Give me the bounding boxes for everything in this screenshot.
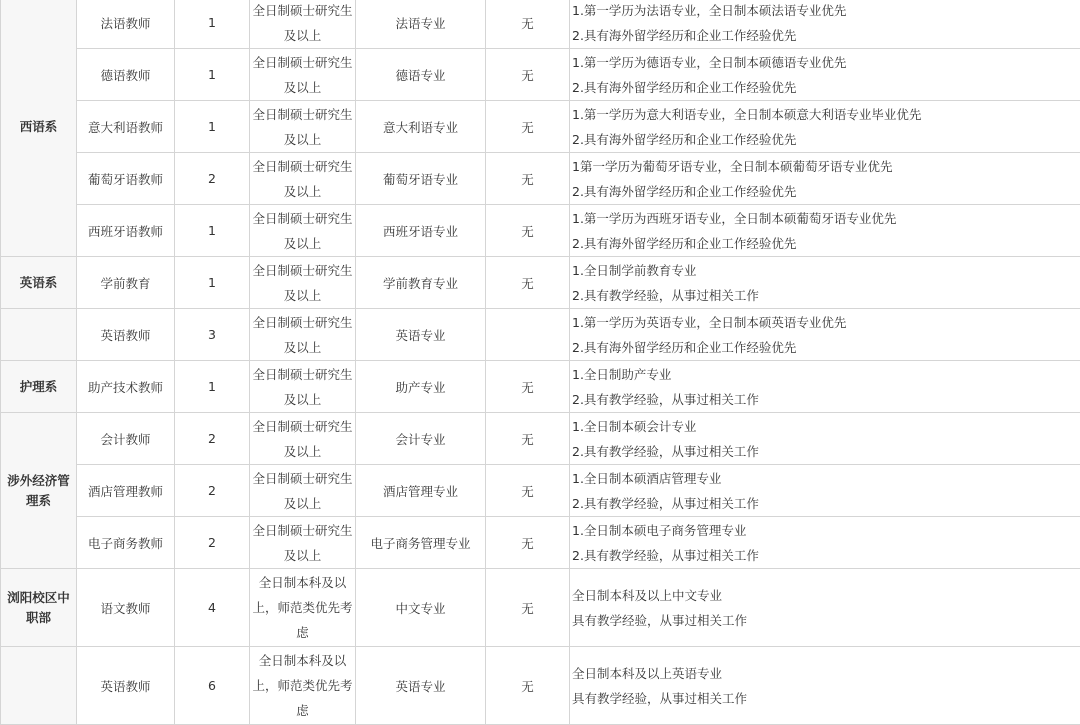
education-cell: 全日制硕士研究生 及以上 xyxy=(250,257,356,309)
requirements-cell: 1.全日制本硕酒店管理专业 2.具有教学经验，从事过相关工作 xyxy=(570,465,1080,517)
position-cell: 语文教师 xyxy=(77,569,175,647)
major-cell: 学前教育专业 xyxy=(356,257,486,309)
table-row xyxy=(1,101,1080,153)
major-cell: 会计专业 xyxy=(356,413,486,465)
position-cell: 法语教师 xyxy=(77,0,175,49)
table-row xyxy=(1,465,1080,517)
table-row xyxy=(1,569,1080,647)
major-cell: 英语专业 xyxy=(356,647,486,725)
table-row xyxy=(1,361,1080,413)
requirements-cell: 1.第一学历为意大利语专业，全日制本硕意大利语专业毕业优先 2.具有海外留学经历和企业工作经验优先 xyxy=(570,101,1080,153)
education-cell: 全日制硕士研究生 及以上 xyxy=(250,361,356,413)
position-cell: 意大利语教师 xyxy=(77,101,175,153)
position-cell: 电子商务教师 xyxy=(77,517,175,569)
position-cell: 葡萄牙语教师 xyxy=(77,153,175,205)
count-cell: 1 xyxy=(175,205,250,257)
count-cell: 1 xyxy=(175,361,250,413)
requirements-cell: 全日制本科及以上英语专业 具有教学经验，从事过相关工作 xyxy=(570,647,1080,725)
table-row xyxy=(1,309,1080,361)
education-cell: 全日制硕士研究生 及以上 xyxy=(250,205,356,257)
dept-cell xyxy=(1,647,77,725)
education-cell: 全日制硕士研究生 及以上 xyxy=(250,413,356,465)
other-cell: 无 xyxy=(486,361,570,413)
education-cell: 全日制硕士研究生 及以上 xyxy=(250,309,356,361)
other-cell: 无 xyxy=(486,517,570,569)
major-cell: 葡萄牙语专业 xyxy=(356,153,486,205)
count-cell: 6 xyxy=(175,647,250,725)
requirements-cell: 1.全日制本硕会计专业 2.具有教学经验，从事过相关工作 xyxy=(570,413,1080,465)
table-row xyxy=(1,647,1080,725)
other-cell: 无 xyxy=(486,413,570,465)
other-cell: 无 xyxy=(486,49,570,101)
major-cell: 英语专业 xyxy=(356,309,486,361)
major-cell: 意大利语专业 xyxy=(356,101,486,153)
table-row xyxy=(1,205,1080,257)
dept-cell: 浏阳校区中职部 xyxy=(1,569,77,647)
education-cell: 全日制本科及以 上，师范类优先考 虑 xyxy=(250,569,356,647)
education-cell: 全日制硕士研究生 及以上 xyxy=(250,49,356,101)
requirements-cell: 1.第一学历为法语专业，全日制本硕法语专业优先 2.具有海外留学经历和企业工作经验优先 xyxy=(570,0,1080,49)
education-cell: 全日制硕士研究生 及以上 xyxy=(250,0,356,49)
major-cell: 法语专业 xyxy=(356,0,486,49)
other-cell: 无 xyxy=(486,101,570,153)
count-cell: 1 xyxy=(175,257,250,309)
education-cell: 全日制硕士研究生 及以上 xyxy=(250,465,356,517)
count-cell: 2 xyxy=(175,153,250,205)
dept-cell: 护理系 xyxy=(1,361,77,413)
other-cell: 无 xyxy=(486,257,570,309)
position-cell: 学前教育 xyxy=(77,257,175,309)
other-cell: 无 xyxy=(486,0,570,49)
table-row xyxy=(1,153,1080,205)
table-row xyxy=(1,517,1080,569)
requirements-cell: 1.全日制本硕电子商务管理专业 2.具有教学经验，从事过相关工作 xyxy=(570,517,1080,569)
requirements-cell: 1第一学历为葡萄牙语专业，全日制本硕葡萄牙语专业优先 2.具有海外留学经历和企业工作经验优先 xyxy=(570,153,1080,205)
other-cell: 无 xyxy=(486,569,570,647)
other-cell xyxy=(486,309,570,361)
position-cell: 德语教师 xyxy=(77,49,175,101)
count-cell: 1 xyxy=(175,0,250,49)
dept-cell xyxy=(1,309,77,361)
major-cell: 中文专业 xyxy=(356,569,486,647)
table-row xyxy=(1,49,1080,101)
requirements-cell: 1.第一学历为西班牙语专业，全日制本硕葡萄牙语专业优先 2.具有海外留学经历和企业工作经验优先 xyxy=(570,205,1080,257)
table-row xyxy=(1,413,1080,465)
requirements-cell: 1.第一学历为英语专业，全日制本硕英语专业优先 2.具有海外留学经历和企业工作经验优先 xyxy=(570,309,1080,361)
count-cell: 2 xyxy=(175,517,250,569)
count-cell: 1 xyxy=(175,101,250,153)
count-cell: 4 xyxy=(175,569,250,647)
requirements-cell: 1.全日制助产专业 2.具有教学经验，从事过相关工作 xyxy=(570,361,1080,413)
major-cell: 西班牙语专业 xyxy=(356,205,486,257)
requirements-cell: 1.全日制学前教育专业 2.具有教学经验，从事过相关工作 xyxy=(570,257,1080,309)
dept-cell: 英语系 xyxy=(1,257,77,309)
dept-cell: 涉外经济管理系 xyxy=(1,413,77,569)
education-cell: 全日制硕士研究生 及以上 xyxy=(250,517,356,569)
position-cell: 助产技术教师 xyxy=(77,361,175,413)
requirements-cell: 全日制本科及以上中文专业 具有教学经验，从事过相关工作 xyxy=(570,569,1080,647)
count-cell: 1 xyxy=(175,49,250,101)
other-cell: 无 xyxy=(486,465,570,517)
other-cell: 无 xyxy=(486,153,570,205)
requirements-cell: 1.第一学历为德语专业，全日制本硕德语专业优先 2.具有海外留学经历和企业工作经验优先 xyxy=(570,49,1080,101)
count-cell: 3 xyxy=(175,309,250,361)
count-cell: 2 xyxy=(175,465,250,517)
major-cell: 德语专业 xyxy=(356,49,486,101)
education-cell: 全日制硕士研究生 及以上 xyxy=(250,101,356,153)
table-row xyxy=(1,257,1080,309)
position-cell: 英语教师 xyxy=(77,309,175,361)
major-cell: 酒店管理专业 xyxy=(356,465,486,517)
other-cell: 无 xyxy=(486,647,570,725)
position-cell: 西班牙语教师 xyxy=(77,205,175,257)
position-cell: 会计教师 xyxy=(77,413,175,465)
education-cell: 全日制硕士研究生 及以上 xyxy=(250,153,356,205)
major-cell: 电子商务管理专业 xyxy=(356,517,486,569)
other-cell: 无 xyxy=(486,205,570,257)
dept-cell: 西语系 xyxy=(1,0,77,257)
table-row xyxy=(1,0,1080,49)
major-cell: 助产专业 xyxy=(356,361,486,413)
count-cell: 2 xyxy=(175,413,250,465)
education-cell: 全日制本科及以 上，师范类优先考 虑 xyxy=(250,647,356,725)
position-cell: 酒店管理教师 xyxy=(77,465,175,517)
position-cell: 英语教师 xyxy=(77,647,175,725)
